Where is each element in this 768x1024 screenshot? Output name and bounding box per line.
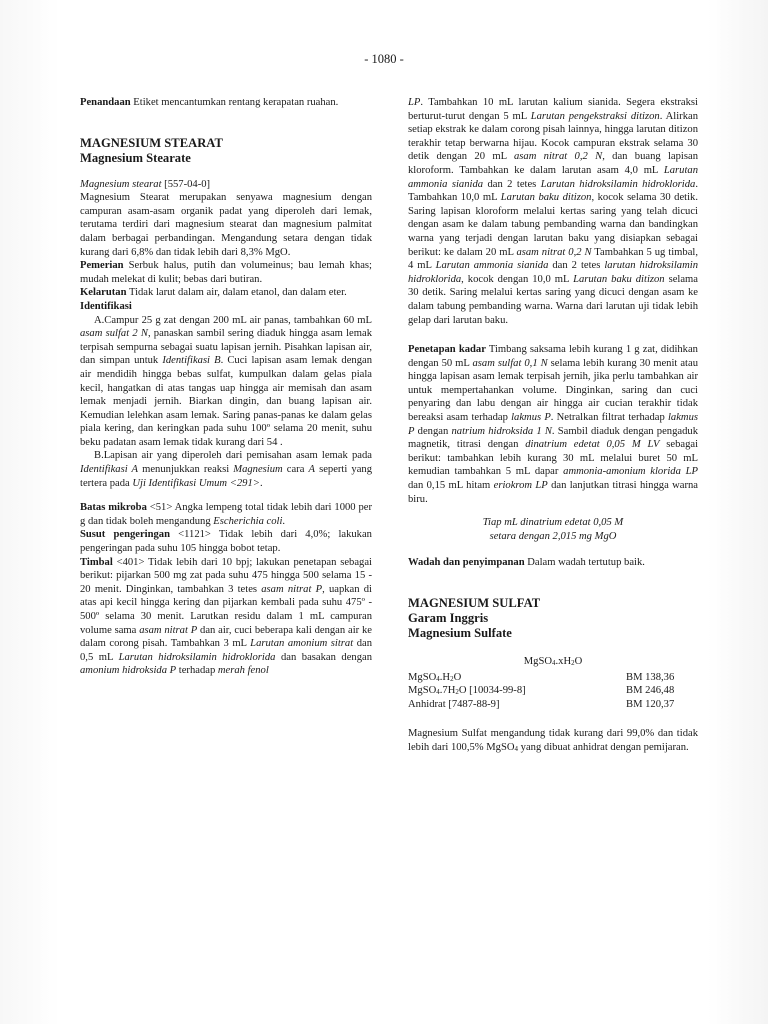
penetapan-kadar-section: [408, 343, 698, 506]
formula-row: [408, 684, 698, 698]
formula-part: O [10034-99-8]: [458, 685, 526, 697]
equivalence-line-1: Tiap mL dinatrium edetat 0,05 M: [482, 517, 624, 529]
identifikasi-a-paragraph: [80, 314, 372, 450]
formula-part: .xH: [555, 656, 572, 667]
reagent-name: dinatrium edetat 0,05 M LV: [525, 439, 660, 451]
reagent-name: Larutan pengekstraksi ditizon: [530, 110, 660, 122]
formula-subscript: 2: [455, 688, 459, 697]
text-run: dan air, cuci beberapa kali dengan air ke dalam corong pisah. Tambahkan 3 mL: [80, 624, 372, 650]
text-run: <401> Tidak lebih dari 10 bpj; lakukan penetapan sebagai berikut: pijarkan 500 mg zat pada suhu 475 hingga 500 selama 15 - 20 menit. Dinginkan, tambahkan 3 tetes: [80, 556, 372, 595]
reagent-name: ammonia-amonium klorida LP: [563, 466, 698, 478]
text-run: .: [259, 477, 263, 489]
text-run: dan 0,15 mL hitam: [408, 480, 494, 492]
text-run: yang dibuat anhidrat dengan pemijaran.: [518, 741, 689, 753]
text-run: , kocok dengan 10,0 mL: [461, 273, 574, 285]
equivalence-line-2: setara dengan 2,015 mg MgO: [489, 530, 617, 542]
page-number: - 1080 -: [364, 52, 404, 66]
wadah-section: [408, 556, 698, 570]
text-run: Timbang saksama lebih kurang 1 g zat, didihkan dengan 50 mL: [408, 344, 698, 369]
cas-number: [557-04-0]: [164, 178, 211, 190]
text-run: B.Lapisan air yang diperoleh dari pemisahan asam lemak pada: [94, 450, 372, 462]
susut-heading: Susut pengeringan: [80, 529, 170, 541]
molecular-weight: BM 246,48: [626, 685, 675, 697]
formula-subscript: 4: [514, 744, 519, 753]
text-run: terhadap: [176, 665, 218, 677]
method-letter: A: [308, 464, 315, 476]
formula-part: MgSO: [523, 656, 552, 667]
pemerian-heading: Pemerian: [80, 260, 124, 272]
text-run: , uapkan di atas api kecil hingga kering dan pijarkan kembali pada suhu 475º - 500º selama 30 menit. Larutkan residu dalam 1 mL campuran volume sama: [80, 583, 372, 636]
formula-row: [408, 671, 698, 685]
identifikasi-section: [80, 300, 372, 490]
formula-row: [408, 698, 698, 712]
susut-text: <1121> Tidak lebih dari 4,0%; lakukan pengeringan pada suhu 105 hingga bobot tetap.: [80, 529, 372, 555]
monograph-title: MAGNESIUM STEARAT: [80, 135, 223, 150]
timbal-continuation: [408, 96, 698, 327]
penandaan-heading: Penandaan: [80, 97, 131, 108]
formula-part: O: [574, 656, 583, 667]
formula-table: [408, 671, 698, 712]
right-column: [408, 96, 698, 755]
reagent-name: natrium hidroksida 1 N: [451, 425, 552, 437]
reagent-name: eriokrom LP: [493, 480, 548, 492]
penandaan-section: [80, 96, 372, 110]
reagent-name: Larutan hidroksilamin hidroklorida: [540, 178, 696, 190]
reagent-name: lakmus P: [511, 412, 551, 424]
reagent-name: asam nitrat 0,2 N: [513, 151, 603, 163]
text-run: menunjukkan reaksi: [138, 464, 234, 476]
synonym-line: [80, 178, 372, 192]
molecular-weight: BM 138,36: [626, 671, 675, 683]
general-formula: [408, 655, 698, 669]
wadah-heading: Wadah dan penyimpanan: [408, 557, 525, 569]
monograph-header-sulfat: [408, 596, 698, 641]
text-run: Magnesium Sulfat mengandung tidak kurang dari 99,0% dan tidak lebih dari 100,5% MgSO: [408, 728, 698, 753]
reagent-name: Larutan amonium sitrat: [250, 638, 354, 650]
organism-name: Escherichia coli: [213, 515, 283, 527]
reagent-name: larutan hidroksilamin hidroklorida: [408, 260, 698, 285]
text-run: dan 2 tetes: [548, 260, 605, 272]
formula-subscript: 4: [552, 659, 556, 667]
reagent-name: lakmus P: [408, 412, 698, 437]
reagent-name: amonium hidroksida P: [80, 665, 177, 677]
formula-name: [408, 684, 526, 698]
text-run: . Sambil diaduk dengan pengaduk magnetik, titrasi dengan: [408, 425, 698, 451]
monograph-title-english: Magnesium Sulfate: [408, 626, 512, 640]
reagent-name: merah fenol: [217, 665, 269, 677]
kelarutan-section: [80, 286, 372, 300]
formula-part: O: [453, 671, 462, 683]
reaction-name: Magnesium: [233, 464, 283, 476]
reagent-name: asam sulfat 0,1 N: [472, 357, 548, 369]
text-run: dan 0,5 mL: [80, 638, 373, 663]
pemerian-section: [80, 259, 372, 286]
text-run: . Tambahkan 10 mL larutan kalium sianida. Segera ekstraksi berturut-turut dengan 5 mL: [408, 97, 698, 122]
reagent-name: asam nitrat P: [139, 624, 198, 636]
cross-reference: Uji Identifikasi Umum <291>: [132, 477, 260, 489]
monograph-title-synonym: Garam Inggris: [408, 611, 489, 625]
pemerian-text: Serbuk halus, putih dan volumeinus; bau lemah khas; mudah melekat di kulit; bebas dari butiran.: [80, 260, 372, 285]
text-run: cara: [282, 464, 309, 476]
equivalence-statement: [408, 516, 698, 543]
cross-reference: Identifikasi A: [80, 464, 139, 476]
formula-part: MgSO: [408, 671, 437, 683]
text-run: seperti yang tertera pada: [80, 464, 372, 489]
formula-subscript: 2: [450, 674, 454, 683]
formula-part: .H: [439, 671, 451, 683]
reagent-name: asam nitrat 0,2 N: [516, 246, 592, 258]
monograph-title-english: Magnesium Stearate: [80, 150, 191, 165]
molecular-weight: BM 120,37: [626, 698, 675, 710]
text-run: dengan: [414, 425, 452, 437]
text-run: sebagai berikut: tambahkan lebih kurang 30 mL melalui buret 50 mL kemudian tambahkan 5 mL dapar: [408, 439, 699, 478]
text-run: . Tambahkan 10,0 mL: [408, 178, 698, 204]
left-column: [80, 96, 372, 678]
wadah-text: Dalam wadah tertutup baik.: [527, 557, 645, 569]
reagent-name: Larutan baku ditizon: [573, 273, 665, 285]
text-run: Tambahkan 5 ug timbal, 4 mL: [408, 246, 698, 272]
text-run: dan 2 tetes: [483, 178, 541, 190]
cross-reference: Identifikasi B: [162, 355, 221, 367]
text-run: .: [282, 515, 286, 527]
text-run: , panaskan sambil sering diaduk hingga asam lemak terpisah sempurna sebagai suatu lapisan jernih. Pisahkan lapisan air, dan simpan untuk: [80, 328, 372, 367]
kelarutan-text: Tidak larut dalam air, dalam etanol, dan dalam eter.: [128, 287, 347, 299]
formula-part: MgSO: [408, 685, 437, 697]
batas-mikroba-heading: Batas mikroba: [80, 502, 147, 514]
reagent-name: asam nitrat P: [261, 583, 323, 595]
identifikasi-heading: Identifikasi: [80, 300, 132, 312]
text-run: . Netralkan filtrat terhadap: [550, 412, 668, 424]
monograph-title: MAGNESIUM SULFAT: [408, 596, 541, 610]
monograph-header-stearat: [80, 136, 372, 166]
synonym-name: Magnesium stearat: [80, 178, 162, 190]
identifikasi-b-paragraph: [80, 449, 372, 490]
mgso4-description: [408, 727, 698, 754]
reagent-name: Larutan ammonia sianida: [435, 260, 549, 272]
batas-mikroba-section: [80, 501, 372, 528]
text-run: . Alirkan setiap ekstrak ke dalam corong pisah lainnya, hingga larutan ditizon terakhir tetap berwarna hijau. Kocok campuran ekstrak selama 30 detik dengan 20 mL: [408, 110, 698, 163]
description-paragraph: Magnesium Stearat merupakan senyawa magnesium dengan campuran asam-asam organik padat yang diperoleh dari lemak, terutama terdiri dari magnesium stearat dan magnesium palmitat dalam berbagai perbandingan. Mengandung setara dengan tidak kurang dari 6,8% dan tidak lebih dari 8,3% MgO.: [80, 192, 372, 258]
formula-subscript: 2: [571, 659, 575, 667]
text-run: A.Campur 25 g zat dengan 200 mL air panas, tambahkan 60 mL: [94, 314, 372, 326]
susut-pengeringan-section: [80, 528, 372, 555]
kelarutan-heading: Kelarutan: [80, 287, 127, 299]
text-run: selama lebih kurang 30 menit atau hingga lapisan asam lemak terpisah jernih, jika perlu tambahkan air untuk mempertahankan volume. Dinginkan, saring dan cuci penyaring dan labu dengan air hingga air cucian terakhir tidak bereaksi asam terhadap: [408, 357, 699, 424]
formula-subscript: 4: [436, 674, 440, 683]
formula-subscript: 4: [436, 688, 440, 697]
formula-name: Anhidrat [7487-88-9]: [408, 698, 500, 710]
text-run: . Cuci lapisan asam lemak dengan air mendidih hingga bebas sulfat, kumpulkan dalam gelas piala kecil, hangatkan di atas tangas uap hingga air memisah dan asam lemak menjadi jernih. Biarkan dingin, dan buang lapisan air. Kemudian lelehkan asam lemak. Saring panas-panas ke dalam gelas piala kering, dan keringkan pada suhu 100º selama 20 menit, suhu beku padatan asam lemak tidak kurang dari 54 .: [80, 355, 372, 448]
penandaan-text: Etiket mencantumkan rentang kerapatan ruahan.: [133, 97, 339, 108]
penetapan-heading: Penetapan kadar: [408, 344, 486, 356]
text-run: <51> Angka lempeng total tidak lebih dari 1000 per g dan tidak boleh mengandung: [80, 502, 373, 527]
timbal-heading: Timbal: [80, 556, 113, 568]
text-run: , kocok selama 30 detik. Saring lapisan kloroform melalui kertas saring yang telah dicuci dengan asam ke dalam tabung pembanding warna dan bandingkan warna yang terjadi dengan larutan baku yang disiapkan sebagai berikut: ke dalam 20 mL: [408, 192, 698, 258]
timbal-section: [80, 556, 372, 678]
text-run: , dan buang lapisan kloroform. Tambahkan ke dalam larutan asam 4,0 mL: [408, 151, 698, 176]
reagent-name: Larutan hidroksilamin hidroklorida: [118, 651, 276, 663]
reagent-name: Larutan baku ditizon: [500, 192, 592, 204]
reagent-name: asam sulfat 2 N: [80, 328, 148, 340]
formula-part: .7H: [439, 685, 456, 697]
reagent-name: LP: [408, 97, 421, 108]
formula-name: [408, 671, 461, 685]
text-run: dan basakan dengan: [275, 651, 373, 663]
text-run: selama 30 detik. Saring melalui kertas saring yang dicuci dengan asam ke dalam tabung pembanding warna. Warna dari larutan uji tidak lebih gelap dari larutan baku.: [408, 273, 699, 326]
reagent-name: Larutan ammonia sianida: [408, 164, 698, 190]
text-run: dan lanjutkan titrasi hingga warna biru.: [408, 480, 698, 505]
